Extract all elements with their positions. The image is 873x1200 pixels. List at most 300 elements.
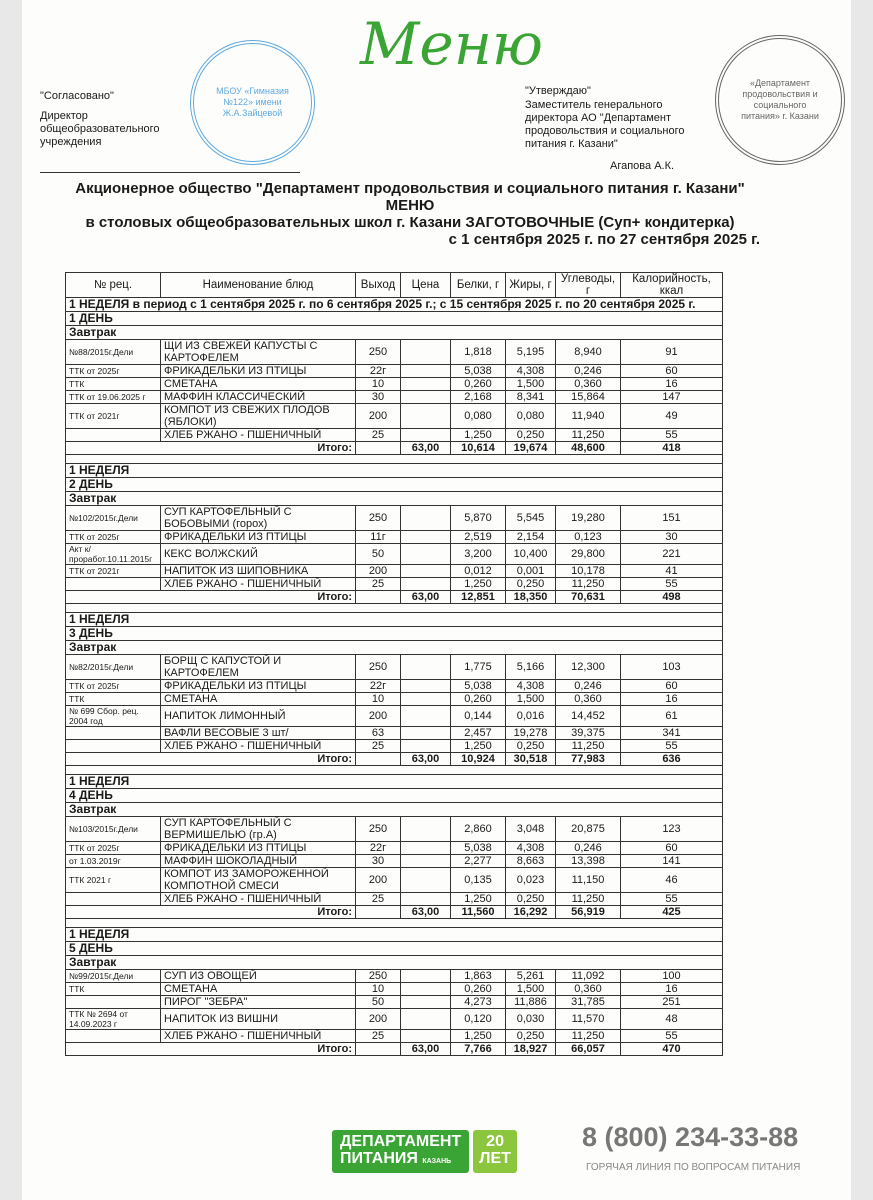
approved-right-name: Агапова А.К. [610, 160, 675, 172]
portion: 25 [356, 429, 401, 442]
table-row [66, 544, 723, 565]
calories: 91 [621, 340, 723, 365]
dish-name: КОМПОТ ИЗ СВЕЖИХ ПЛОДОВ (ЯБЛОКИ) [161, 404, 356, 429]
recipe-number: №99/2015г.Дели [66, 970, 161, 983]
portion: 200 [356, 1009, 401, 1030]
table-row [66, 740, 723, 753]
price [401, 893, 451, 906]
total-calories: 498 [621, 591, 723, 604]
total-row [66, 591, 723, 604]
portion: 200 [356, 565, 401, 578]
fat: 4,308 [506, 680, 556, 693]
carbs: 0,123 [556, 531, 621, 544]
recipe-number: ТТК [66, 983, 161, 996]
recipe-number: ТТК от 2025г [66, 365, 161, 378]
price [401, 706, 451, 727]
carbs: 39,375 [556, 727, 621, 740]
table-row [66, 1030, 723, 1043]
dish-name: ФРИКАДЕЛЬКИ ИЗ ПТИЦЫ [161, 365, 356, 378]
total-protein: 7,766 [451, 1043, 506, 1056]
dish-name: ХЛЕБ РЖАНО - ПШЕНИЧНЫЙ [161, 578, 356, 591]
recipe-number: № 699 Сбор. рец. 2004 год [66, 706, 161, 727]
price [401, 868, 451, 893]
scan-edge-right [851, 0, 873, 1200]
week-row [66, 928, 723, 942]
meal-row [66, 492, 723, 506]
fat: 11,886 [506, 996, 556, 1009]
portion: 250 [356, 655, 401, 680]
day-row [66, 312, 723, 326]
protein: 5,038 [451, 680, 506, 693]
carbs: 11,150 [556, 868, 621, 893]
portion: 200 [356, 706, 401, 727]
price [401, 655, 451, 680]
recipe-number [66, 429, 161, 442]
price [401, 680, 451, 693]
day-row [66, 627, 723, 641]
fat: 8,341 [506, 391, 556, 404]
protein: 1,250 [451, 1030, 506, 1043]
spacer-cell [66, 919, 723, 928]
menu-title: Меню [360, 10, 543, 78]
table-row [66, 1009, 723, 1030]
fat: 3,048 [506, 817, 556, 842]
total-portion [356, 753, 401, 766]
dish-name: ХЛЕБ РЖАНО - ПШЕНИЧНЫЙ [161, 1030, 356, 1043]
price [401, 740, 451, 753]
calories: 147 [621, 391, 723, 404]
table-row [66, 391, 723, 404]
portion: 50 [356, 544, 401, 565]
logo-line2: ПИТАНИЯ [340, 1150, 418, 1167]
fat: 4,308 [506, 365, 556, 378]
logo-years: 20 [486, 1133, 504, 1150]
fat: 8,663 [506, 855, 556, 868]
calories: 341 [621, 727, 723, 740]
total-calories: 425 [621, 906, 723, 919]
price [401, 1030, 451, 1043]
column-header: Наименование блюд [161, 273, 356, 298]
calories: 151 [621, 506, 723, 531]
price [401, 1009, 451, 1030]
department-logo [332, 1130, 517, 1173]
protein: 2,457 [451, 727, 506, 740]
dish-name: ЩИ ИЗ СВЕЖЕЙ КАПУСТЫ С КАРТОФЕЛЕМ [161, 340, 356, 365]
protein: 0,012 [451, 565, 506, 578]
total-protein: 10,614 [451, 442, 506, 455]
calories: 16 [621, 693, 723, 706]
protein: 4,273 [451, 996, 506, 1009]
day-row [66, 478, 723, 492]
portion: 22г [356, 842, 401, 855]
dish-name: ФРИКАДЕЛЬКИ ИЗ ПТИЦЫ [161, 531, 356, 544]
protein: 5,870 [451, 506, 506, 531]
spacer-row [66, 604, 723, 613]
table-row [66, 655, 723, 680]
recipe-number [66, 727, 161, 740]
carbs: 11,250 [556, 429, 621, 442]
total-row [66, 906, 723, 919]
total-fat: 16,292 [506, 906, 556, 919]
day-row-label: 4 ДЕНЬ [66, 789, 723, 803]
day-row-label: 5 ДЕНЬ [66, 942, 723, 956]
carbs: 0,360 [556, 378, 621, 391]
week-row-label: 1 НЕДЕЛЯ [66, 775, 723, 789]
carbs: 20,875 [556, 817, 621, 842]
table-row [66, 429, 723, 442]
price [401, 531, 451, 544]
carbs: 12,300 [556, 655, 621, 680]
fat: 5,166 [506, 655, 556, 680]
protein: 1,863 [451, 970, 506, 983]
table-row [66, 578, 723, 591]
recipe-number: ТТК от 2021г [66, 565, 161, 578]
table-row [66, 842, 723, 855]
total-fat: 19,674 [506, 442, 556, 455]
fat: 0,001 [506, 565, 556, 578]
day-row-label: 2 ДЕНЬ [66, 478, 723, 492]
price [401, 727, 451, 740]
protein: 0,144 [451, 706, 506, 727]
protein: 1,775 [451, 655, 506, 680]
meal-row-label: Завтрак [66, 641, 723, 655]
column-header: Углеводы, г [556, 273, 621, 298]
total-protein: 12,851 [451, 591, 506, 604]
fat: 1,500 [506, 378, 556, 391]
week-row-label: 1 НЕДЕЛЯ [66, 613, 723, 627]
table-row [66, 404, 723, 429]
week-row-label: 1 НЕДЕЛЯ [66, 464, 723, 478]
scan-edge-left [0, 0, 22, 1200]
total-row [66, 442, 723, 455]
recipe-number: ТТК [66, 378, 161, 391]
protein: 1,250 [451, 429, 506, 442]
menu-table [65, 272, 723, 1056]
recipe-number [66, 740, 161, 753]
price [401, 365, 451, 378]
calories: 141 [621, 855, 723, 868]
dish-name: ХЛЕБ РЖАНО - ПШЕНИЧНЫЙ [161, 740, 356, 753]
org-name: Акционерное общество "Департамент продовольствия и социального питания г. Казани" [75, 180, 745, 197]
column-header: Выход [356, 273, 401, 298]
week-period-row-label: 1 НЕДЕЛЯ в период с 1 сентября 2025 г. по 6 сентября 2025 г.; с 15 сентября 2025 г. по 20 сентября 2025 г. [66, 298, 723, 312]
dish-name: БОРЩ С КАПУСТОЙ И КАРТОФЕЛЕМ [161, 655, 356, 680]
dish-name: ХЛЕБ РЖАНО - ПШЕНИЧНЫЙ [161, 429, 356, 442]
logo-city: КАЗАНЬ [422, 1158, 452, 1165]
calories: 41 [621, 565, 723, 578]
department-stamp: «Департамент продовольствия и социального питания» г. Казани [715, 35, 845, 165]
meal-row-label: Завтрак [66, 803, 723, 817]
total-carbs: 48,600 [556, 442, 621, 455]
dish-name: ХЛЕБ РЖАНО - ПШЕНИЧНЫЙ [161, 893, 356, 906]
recipe-number: №103/2015г.Дели [66, 817, 161, 842]
dish-name: НАПИТОК ИЗ ШИПОВНИКА [161, 565, 356, 578]
fat: 10,400 [506, 544, 556, 565]
hotline-label: ГОРЯЧАЯ ЛИНИЯ ПО ВОПРОСАМ ПИТАНИЯ [586, 1162, 801, 1173]
calories: 123 [621, 817, 723, 842]
table-row [66, 706, 723, 727]
dish-name: МАФФИН ШОКОЛАДНЫЙ [161, 855, 356, 868]
recipe-number: ТТК № 2694 от 14.09.2023 г [66, 1009, 161, 1030]
recipe-number: ТТК 2021 г [66, 868, 161, 893]
dish-name: СУП КАРТОФЕЛЬНЫЙ С ВЕРМИШЕЛЬЮ (гр.А) [161, 817, 356, 842]
day-row-label: 3 ДЕНЬ [66, 627, 723, 641]
dish-name: ВАФЛИ ВЕСОВЫЕ 3 шт/ [161, 727, 356, 740]
price [401, 842, 451, 855]
carbs: 11,570 [556, 1009, 621, 1030]
logo-text [332, 1130, 469, 1173]
recipe-number [66, 1030, 161, 1043]
dish-name: СУП КАРТОФЕЛЬНЫЙ С БОБОВЫМИ (горох) [161, 506, 356, 531]
document-header [60, 180, 760, 248]
calories: 16 [621, 378, 723, 391]
fat: 19,278 [506, 727, 556, 740]
calories: 221 [621, 544, 723, 565]
total-portion [356, 442, 401, 455]
fat: 0,250 [506, 1030, 556, 1043]
approved-right-label: "Утверждаю" [525, 85, 591, 97]
recipe-number: ТТК от 19.06.2025 г [66, 391, 161, 404]
logo-line1: ДЕПАРТАМЕНТ [340, 1133, 462, 1150]
price [401, 855, 451, 868]
approved-right-position: Заместитель генерального директора АО "Департамент продовольствия и социального питания г. Казани" [525, 99, 685, 150]
column-header: Цена [401, 273, 451, 298]
table-row [66, 531, 723, 544]
portion: 10 [356, 693, 401, 706]
calories: 60 [621, 365, 723, 378]
price [401, 578, 451, 591]
total-carbs: 70,631 [556, 591, 621, 604]
protein: 0,260 [451, 378, 506, 391]
carbs: 0,246 [556, 680, 621, 693]
table-body [66, 298, 723, 1056]
recipe-number: ТТК от 2021г [66, 404, 161, 429]
spacer-row [66, 455, 723, 464]
dish-name: НАПИТОК ИЗ ВИШНИ [161, 1009, 356, 1030]
table-row [66, 680, 723, 693]
fat: 0,030 [506, 1009, 556, 1030]
protein: 1,250 [451, 578, 506, 591]
carbs: 11,940 [556, 404, 621, 429]
price [401, 340, 451, 365]
carbs: 0,360 [556, 983, 621, 996]
dish-name: НАПИТОК ЛИМОННЫЙ [161, 706, 356, 727]
recipe-number: ТТК [66, 693, 161, 706]
total-label: Итого: [66, 906, 356, 919]
price [401, 391, 451, 404]
fat: 5,195 [506, 340, 556, 365]
spacer-cell [66, 455, 723, 464]
calories: 55 [621, 740, 723, 753]
total-label: Итого: [66, 591, 356, 604]
price [401, 429, 451, 442]
calories: 55 [621, 1030, 723, 1043]
spacer-cell [66, 604, 723, 613]
recipe-number: №82/2015г.Дели [66, 655, 161, 680]
protein: 2,519 [451, 531, 506, 544]
protein: 0,135 [451, 868, 506, 893]
portion: 30 [356, 855, 401, 868]
table-row [66, 727, 723, 740]
table-row [66, 817, 723, 842]
column-header: Белки, г [451, 273, 506, 298]
recipe-number: №88/2015г.Дели [66, 340, 161, 365]
price [401, 506, 451, 531]
recipe-number: Акт к/проработ.10.11.2015г [66, 544, 161, 565]
week-row [66, 613, 723, 627]
portion: 250 [356, 506, 401, 531]
week-period-row [66, 298, 723, 312]
fat: 0,023 [506, 868, 556, 893]
portion: 10 [356, 378, 401, 391]
total-price: 63,00 [401, 591, 451, 604]
total-label: Итого: [66, 442, 356, 455]
portion: 30 [356, 391, 401, 404]
total-carbs: 56,919 [556, 906, 621, 919]
protein: 5,038 [451, 842, 506, 855]
dish-name: СМЕТАНА [161, 693, 356, 706]
total-row [66, 753, 723, 766]
column-header: Жиры, г [506, 273, 556, 298]
total-carbs: 66,057 [556, 1043, 621, 1056]
table-row [66, 996, 723, 1009]
table-header-row [66, 273, 723, 298]
dish-name: ФРИКАДЕЛЬКИ ИЗ ПТИЦЫ [161, 842, 356, 855]
calories: 251 [621, 996, 723, 1009]
week-row [66, 464, 723, 478]
portion: 63 [356, 727, 401, 740]
day-row-label: 1 ДЕНЬ [66, 312, 723, 326]
table-row [66, 983, 723, 996]
total-protein: 11,560 [451, 906, 506, 919]
total-protein: 10,924 [451, 753, 506, 766]
fat: 4,308 [506, 842, 556, 855]
recipe-number [66, 578, 161, 591]
carbs: 29,800 [556, 544, 621, 565]
fat: 0,250 [506, 740, 556, 753]
approved-left-position: Директор общеобразовательного учреждения [40, 110, 160, 148]
total-price: 63,00 [401, 906, 451, 919]
table-row [66, 970, 723, 983]
protein: 0,080 [451, 404, 506, 429]
calories: 49 [621, 404, 723, 429]
fat: 5,261 [506, 970, 556, 983]
portion: 200 [356, 868, 401, 893]
price [401, 996, 451, 1009]
total-calories: 636 [621, 753, 723, 766]
portion: 50 [356, 996, 401, 1009]
table-row [66, 506, 723, 531]
total-portion [356, 591, 401, 604]
total-portion [356, 906, 401, 919]
table-row [66, 340, 723, 365]
carbs: 10,178 [556, 565, 621, 578]
carbs: 11,092 [556, 970, 621, 983]
total-price: 63,00 [401, 753, 451, 766]
table-row [66, 693, 723, 706]
dish-name: СМЕТАНА [161, 378, 356, 391]
portion: 250 [356, 340, 401, 365]
calories: 60 [621, 680, 723, 693]
week-row [66, 775, 723, 789]
spacer-row [66, 766, 723, 775]
fat: 0,016 [506, 706, 556, 727]
calories: 103 [621, 655, 723, 680]
price [401, 983, 451, 996]
fat: 1,500 [506, 693, 556, 706]
logo-years-label: ЛЕТ [479, 1150, 511, 1167]
calories: 48 [621, 1009, 723, 1030]
meal-row-label: Завтрак [66, 326, 723, 340]
total-price: 63,00 [401, 442, 451, 455]
dish-name: КОМПОТ ИЗ ЗАМОРОЖЕННОЙ КОМПОТНОЙ СМЕСИ [161, 868, 356, 893]
total-label: Итого: [66, 1043, 356, 1056]
meal-row-label: Завтрак [66, 492, 723, 506]
calories: 55 [621, 578, 723, 591]
recipe-number: от 1.03.2019г [66, 855, 161, 868]
fat: 1,500 [506, 983, 556, 996]
table-row [66, 378, 723, 391]
approved-left-label: "Согласовано" [40, 90, 114, 102]
total-label: Итого: [66, 753, 356, 766]
carbs: 11,250 [556, 1030, 621, 1043]
menu-table-wrapper [65, 272, 723, 1056]
protein: 0,120 [451, 1009, 506, 1030]
doc-title: МЕНЮ [385, 197, 435, 214]
column-header: Калорийность, ккал [621, 273, 723, 298]
dish-name: СМЕТАНА [161, 983, 356, 996]
dish-name: ПИРОГ "ЗЕБРА" [161, 996, 356, 1009]
price [401, 544, 451, 565]
spacer-cell [66, 766, 723, 775]
portion: 10 [356, 983, 401, 996]
carbs: 15,864 [556, 391, 621, 404]
protein: 2,860 [451, 817, 506, 842]
fat: 0,250 [506, 578, 556, 591]
school-stamp: МБОУ «Гимназия №122» имени Ж.А.Зайцевой [190, 40, 315, 165]
calories: 55 [621, 893, 723, 906]
total-calories: 418 [621, 442, 723, 455]
total-calories: 470 [621, 1043, 723, 1056]
calories: 30 [621, 531, 723, 544]
carbs: 11,250 [556, 893, 621, 906]
table-row [66, 365, 723, 378]
calories: 61 [621, 706, 723, 727]
price [401, 693, 451, 706]
column-header: № рец. [66, 273, 161, 298]
table-row [66, 565, 723, 578]
portion: 11г [356, 531, 401, 544]
fat: 5,545 [506, 506, 556, 531]
portion: 25 [356, 578, 401, 591]
doc-subtitle: в столовых общеобразовательных школ г. Казани ЗАГОТОВОЧНЫЕ (Суп+ кондитерка) [85, 214, 735, 231]
dish-name: ФРИКАДЕЛЬКИ ИЗ ПТИЦЫ [161, 680, 356, 693]
dish-name: СУП ИЗ ОВОЩЕЙ [161, 970, 356, 983]
total-portion [356, 1043, 401, 1056]
recipe-number [66, 893, 161, 906]
protein: 5,038 [451, 365, 506, 378]
meal-row [66, 326, 723, 340]
portion: 25 [356, 740, 401, 753]
carbs: 14,452 [556, 706, 621, 727]
carbs: 13,398 [556, 855, 621, 868]
fat: 0,080 [506, 404, 556, 429]
carbs: 0,246 [556, 365, 621, 378]
calories: 60 [621, 842, 723, 855]
total-fat: 18,350 [506, 591, 556, 604]
portion: 250 [356, 970, 401, 983]
table-row [66, 893, 723, 906]
